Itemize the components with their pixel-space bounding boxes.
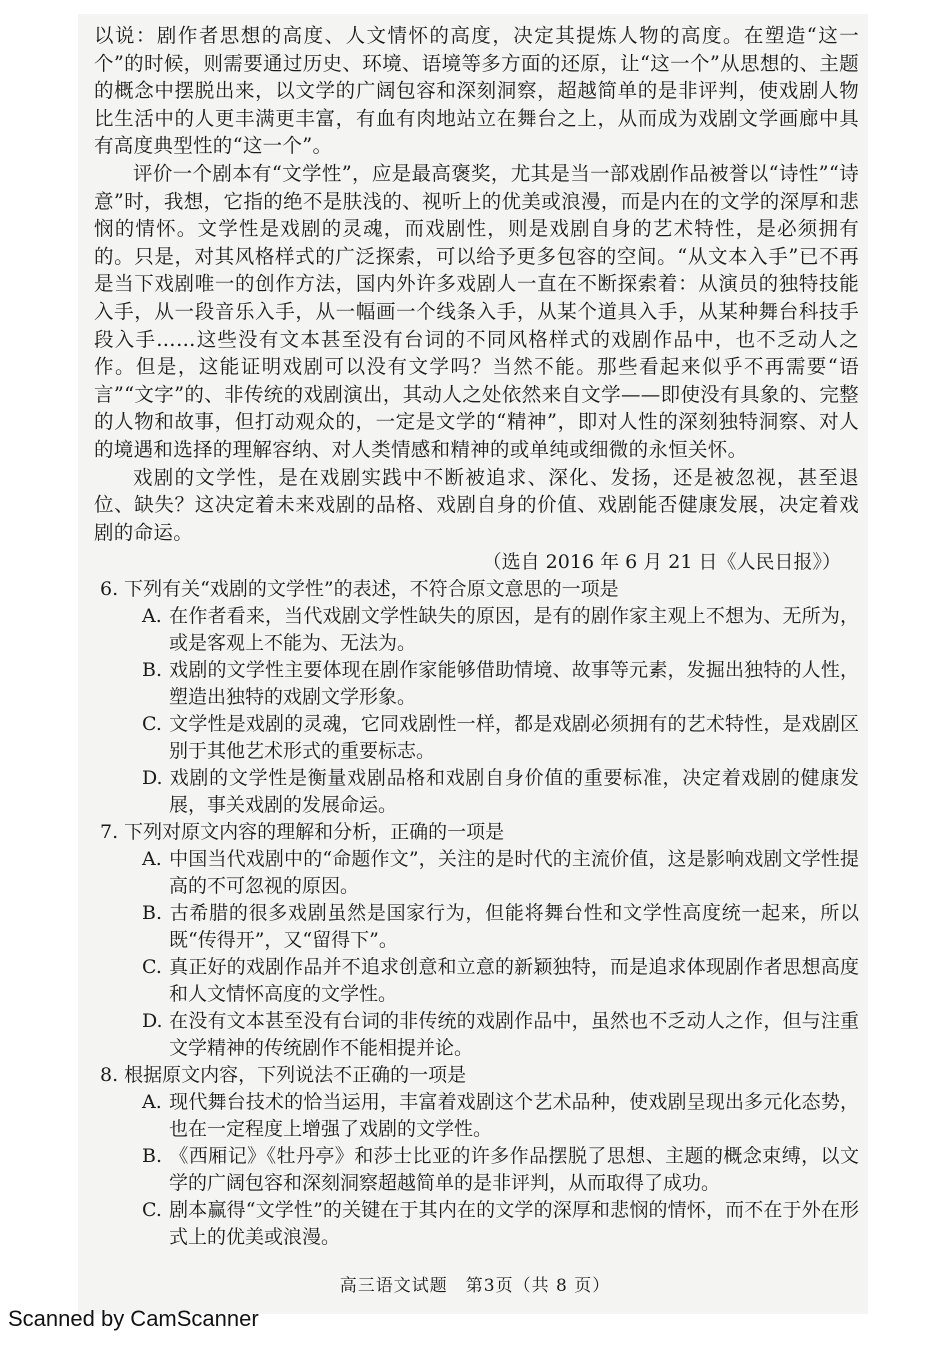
- option-a: [142, 846, 859, 900]
- option-c: [142, 1197, 859, 1251]
- option-a: [142, 603, 859, 657]
- option-b: [142, 900, 859, 954]
- option-letter: D.: [142, 767, 163, 790]
- option-text: 古希腊的很多戏剧虽然是国家行为，但能将舞台性和文学性高度统一起来，所以既“传得开”，又“留得下”。: [169, 902, 859, 952]
- option-text: 真正好的戏剧作品并不追求创意和立意的新颖独特，而是追求体现剧作者思想高度和人文情怀高度的文学性。: [169, 956, 859, 1006]
- option-a: [142, 1089, 859, 1143]
- question-8: [94, 1062, 859, 1251]
- option-d: [142, 765, 859, 819]
- question-stem: 8. 根据原文内容，下列说法不正确的一项是: [100, 1064, 467, 1087]
- option-letter: D.: [142, 1010, 163, 1033]
- option-text: 中国当代戏剧中的“命题作文”，关注的是时代的主流价值，这是影响戏剧文学性提高的不可忽视的原因。: [169, 848, 859, 898]
- option-text: 在没有文本甚至没有台词的非传统的戏剧作品中，虽然也不乏动人之作，但与注重文学精神的传统剧作不能相提并论。: [169, 1010, 859, 1060]
- passage-source: （选自 2016 年 6 月 21 日《人民日报》）: [482, 551, 841, 574]
- option-b: [142, 657, 859, 711]
- option-d: [142, 1008, 859, 1062]
- question-7: [94, 819, 859, 1062]
- passage-paragraph: 评价一个剧本有“文学性”，应是最高褒奖，尤其是当一部戏剧作品被誉以“诗性”“诗意”时，我想，它指的绝不是肤浅的、视听上的优美或浪漫，而是内在的文学的深厚和悲悯的情怀。文学性是戏剧的灵魂，而戏剧性，则是戏剧自身的艺术特性，是必须拥有的。只是，对其风格样式的广泛探索，可以给予更多包容的空间。“从文本入手”已不再是当下戏剧唯一的创作方法，国内外许多戏剧人一直在不断探索着：从演员的独特技能入手，从一段音乐入手，从一幅画一个线条入手，从某个道具入手，从某种舞台科技手段入手……这些没有文本甚至没有台词的不同风格样式的戏剧作品中，也不乏动人之作。但是，这能证明戏剧可以没有文学吗？当然不能。那些看起来似乎不再需要“语言”“文字”的、非传统的戏剧演出，其动人之处依然来自文学——即使没有具象的、完整的人物和故事，但打动观众的，一定是文学的“精神”，即对人性的深刻独特洞察、对人的境遇和选择的理解容纳、对人类情感和精神的或单纯或细微的永恒关怀。: [94, 161, 859, 461]
- option-letter: B.: [142, 1145, 163, 1168]
- option-letter: C.: [142, 713, 162, 736]
- option-text: 剧本赢得“文学性”的关键在于其内在的文学的深厚和悲悯的情怀，而不在于外在形式上的优美或浪漫。: [169, 1199, 859, 1249]
- page-footer: 高三语文试题 第3页（共 8 页）: [339, 1276, 611, 1296]
- option-letter: A.: [142, 1091, 162, 1114]
- option-text: 文学性是戏剧的灵魂，它同戏剧性一样，都是戏剧必须拥有的艺术特性，是戏剧区别于其他艺术形式的重要标志。: [169, 713, 859, 763]
- question-stem: 7. 下列对原文内容的理解和分析，正确的一项是: [100, 821, 505, 844]
- option-letter: B.: [142, 659, 163, 682]
- passage-paragraph: 戏剧的文学性，是在戏剧实践中不断被追求、深化、发扬，还是被忽视，甚至退位、缺失？这决定着未来戏剧的品格、戏剧自身的价值、戏剧能否健康发展，决定着戏剧的命运。: [94, 465, 859, 544]
- option-text: 戏剧的文学性是衡量戏剧品格和戏剧自身价值的重要标准，决定着戏剧的健康发展，事关戏剧的发展命运。: [169, 767, 859, 817]
- question-stem: 6. 下列有关“戏剧的文学性”的表述，不符合原文意思的一项是: [100, 578, 619, 601]
- reading-passage: [94, 22, 859, 576]
- option-text: 现代舞台技术的恰当运用，丰富着戏剧这个艺术品种，使戏剧呈现出多元化态势，也在一定程度上增强了戏剧的文学性。: [169, 1091, 859, 1141]
- option-c: [142, 954, 859, 1008]
- option-letter: A.: [142, 605, 162, 628]
- option-letter: B.: [142, 902, 163, 925]
- question-6: [94, 576, 859, 819]
- scanner-watermark: Scanned by CamScanner: [8, 1306, 259, 1331]
- option-letter: C.: [142, 956, 162, 979]
- option-c: [142, 711, 859, 765]
- option-letter: C.: [142, 1199, 162, 1222]
- option-b: [142, 1143, 859, 1197]
- option-text: 戏剧的文学性主要体现在剧作家能够借助情境、故事等元素，发掘出独特的人性，塑造出独特的戏剧文学形象。: [169, 659, 859, 709]
- option-text: 在作者看来，当代戏剧文学性缺失的原因，是有的剧作家主观上不想为、无所为，或是客观上不能为、无法为。: [169, 605, 859, 655]
- passage-paragraph: 以说：剧作者思想的高度、人文情怀的高度，决定其提炼人物的高度。在塑造“这一个”的时候，则需要通过历史、环境、语境等多方面的还原，让“这一个”从思想的、主题的概念中摆脱出来，以文学的广阔包容和深刻洞察，超越简单的是非评判，使戏剧人物比生活中的人更丰满更丰富，有血有肉地站立在舞台之上，从而成为戏剧文学画廊中具有高度典型性的“这一个”。: [94, 24, 859, 158]
- page-content: [94, 22, 859, 1251]
- option-text: 《西厢记》《牡丹亭》和莎士比亚的许多作品摆脱了思想、主题的概念束缚，以文学的广阔包容和深刻洞察超越简单的是非评判，从而取得了成功。: [169, 1145, 859, 1195]
- option-letter: A.: [142, 848, 162, 871]
